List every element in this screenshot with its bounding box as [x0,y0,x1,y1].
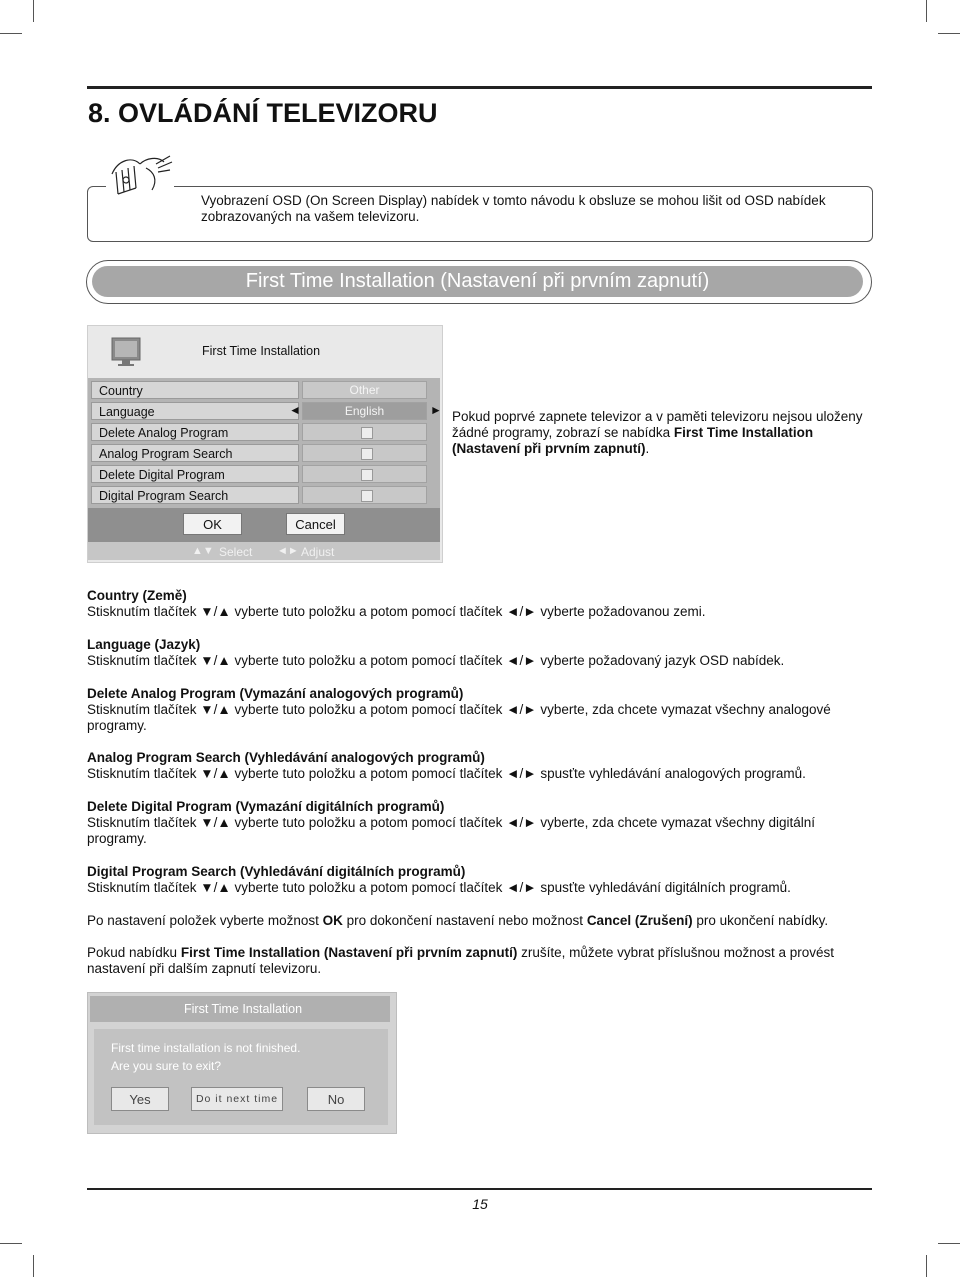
crop-mark [0,1243,22,1244]
section-text-analog-search: Stisknutím tlačítek ▼/▲ vyberte tuto položku a potom pomocí tlačítek ◄/► spusťte vyhledávání analogových programů. [87,766,806,782]
yes-button[interactable]: Yes [111,1087,169,1111]
osd-hint-bar [88,542,440,560]
section-text-country: Stisknutím tlačítek ▼/▲ vyberte tuto položku a potom pomocí tlačítek ◄/► vyberte požadovanou zemi. [87,604,706,620]
dialog-title: First Time Installation [184,1002,303,1016]
up-down-arrows-icon: ▲▼ [192,545,214,557]
section-text-delete-digital: Stisknutím tlačítek ▼/▲ vyberte tuto položku a potom pomocí tlačítek ◄/► vyberte, zda chcete vymazat všechny digitální programy. [87,815,816,847]
language-value[interactable]: English [302,402,427,420]
cancel-note-bold: First Time Installation (Nastavení při prvním zapnutí) [180,945,518,960]
section-title-delete-analog: Delete Analog Program (Vymazání analogových programů) [87,686,464,701]
ok-note-text: pro dokončení nastavení nebo možnost [342,913,587,928]
cancel-note-text: zrušíte, můžete vybrat příslušnou možnost a provést nastavení při dalším zapnutí televizoru. [87,945,835,977]
ok-button[interactable]: OK [183,513,242,535]
do-it-next-time-button[interactable]: Do it next time [191,1087,283,1111]
bottom-rule [87,1188,872,1190]
section-text-delete-analog: Stisknutím tlačítek ▼/▲ vyberte tuto položku a potom pomocí tlačítek ◄/► vyberte, zda chcete vymazat všechny analogové programy. [87,702,831,734]
arrow-left-icon[interactable]: ◄ [289,403,301,417]
section-digital-search [87,864,847,896]
section-delete-digital [87,799,847,848]
ok-note-bold: Cancel (Zrušení) [586,913,693,928]
osd-item-delete-digital[interactable]: Delete Digital Program [91,465,299,483]
left-right-arrows-icon: ◄► [277,545,299,557]
cancel-button[interactable]: Cancel [286,513,345,535]
intro-paragraph [452,409,867,458]
crop-mark [33,1255,34,1277]
page-number: 15 [472,1196,488,1212]
cancel-note-text: Pokud nabídku [87,945,181,960]
section-title-country: Country (Země) [87,588,187,603]
adjust-hint: Adjust [301,545,335,559]
crop-mark [938,1243,960,1244]
page-title: 8. OVLÁDÁNÍ TELEVIZORU [88,98,438,128]
osd-item-analog-search[interactable]: Analog Program Search [91,444,299,462]
section-title-language: Language (Jazyk) [87,637,201,652]
section-language [87,637,847,669]
ok-note [87,913,847,929]
crop-mark [926,1255,927,1277]
section-text-digital-search: Stisknutím tlačítek ▼/▲ vyberte tuto položku a potom pomocí tlačítek ◄/► spusťte vyhledávání digitálních programů. [87,880,791,896]
section-title-analog-search: Analog Program Search (Vyhledávání analogových programů) [87,750,485,765]
checkbox-icon[interactable] [361,490,373,502]
osd-item-digital-search[interactable]: Digital Program Search [91,486,299,504]
section-title-delete-digital: Delete Digital Program (Vymazání digitálních programů) [87,799,445,814]
osd-item-country[interactable]: Country [91,381,299,399]
checkbox-icon[interactable] [361,427,373,439]
note-hand-icon [106,150,174,200]
section-country [87,588,847,620]
checkbox-icon[interactable] [361,448,373,460]
osd-title: First Time Installation [202,344,321,358]
dialog-title-bar [90,996,390,1022]
intro-bold: First Time Installation (Nastavení při prvním zapnutí) [452,425,814,457]
section-title: First Time Installation (Nastavení při prvním zapnutí) [92,266,863,297]
tv-icon [108,336,144,368]
checkbox-icon[interactable] [361,469,373,481]
arrow-right-icon[interactable]: ► [430,403,442,417]
ok-note-bold: OK [322,913,343,928]
section-analog-search [87,750,847,782]
section-delete-analog [87,686,847,735]
select-hint: Select [219,545,253,559]
ok-note-text: pro ukončení nabídky. [692,913,829,928]
crop-mark [938,33,960,34]
top-rule [87,86,872,89]
dialog-message [111,1039,300,1075]
section-text-language: Stisknutím tlačítek ▼/▲ vyberte tuto položku a potom pomocí tlačítek ◄/► vyberte požadovaný jazyk OSD nabídek. [87,653,785,669]
country-value[interactable]: Other [302,381,427,399]
dialog-line-2: Are you sure to exit? [111,1059,222,1073]
ok-note-text: Po nastavení položek vyberte možnost [87,913,323,928]
crop-mark [0,33,22,34]
crop-mark [926,0,927,22]
intro-text: Pokud poprvé zapnete televizor a v paměti televizoru nejsou uloženy žádné programy, zobrazí se nabídka [452,409,863,441]
osd-item-language[interactable]: Language [91,402,299,420]
osd-button-bar [88,508,440,542]
intro-end: . [645,441,650,457]
osd-item-delete-analog[interactable]: Delete Analog Program [91,423,299,441]
crop-mark [33,0,34,22]
dialog-line-1: First time installation is not finished. [111,1041,301,1055]
section-title-digital-search: Digital Program Search (Vyhledávání digitálních programů) [87,864,466,879]
cancel-note [87,945,847,977]
no-button[interactable]: No [307,1087,365,1111]
note-text: Vyobrazení OSD (On Screen Display) nabídek v tomto návodu k obsluze se mohou lišit od OSD nabídek zobrazovaných na vašem televizoru. [201,193,826,224]
